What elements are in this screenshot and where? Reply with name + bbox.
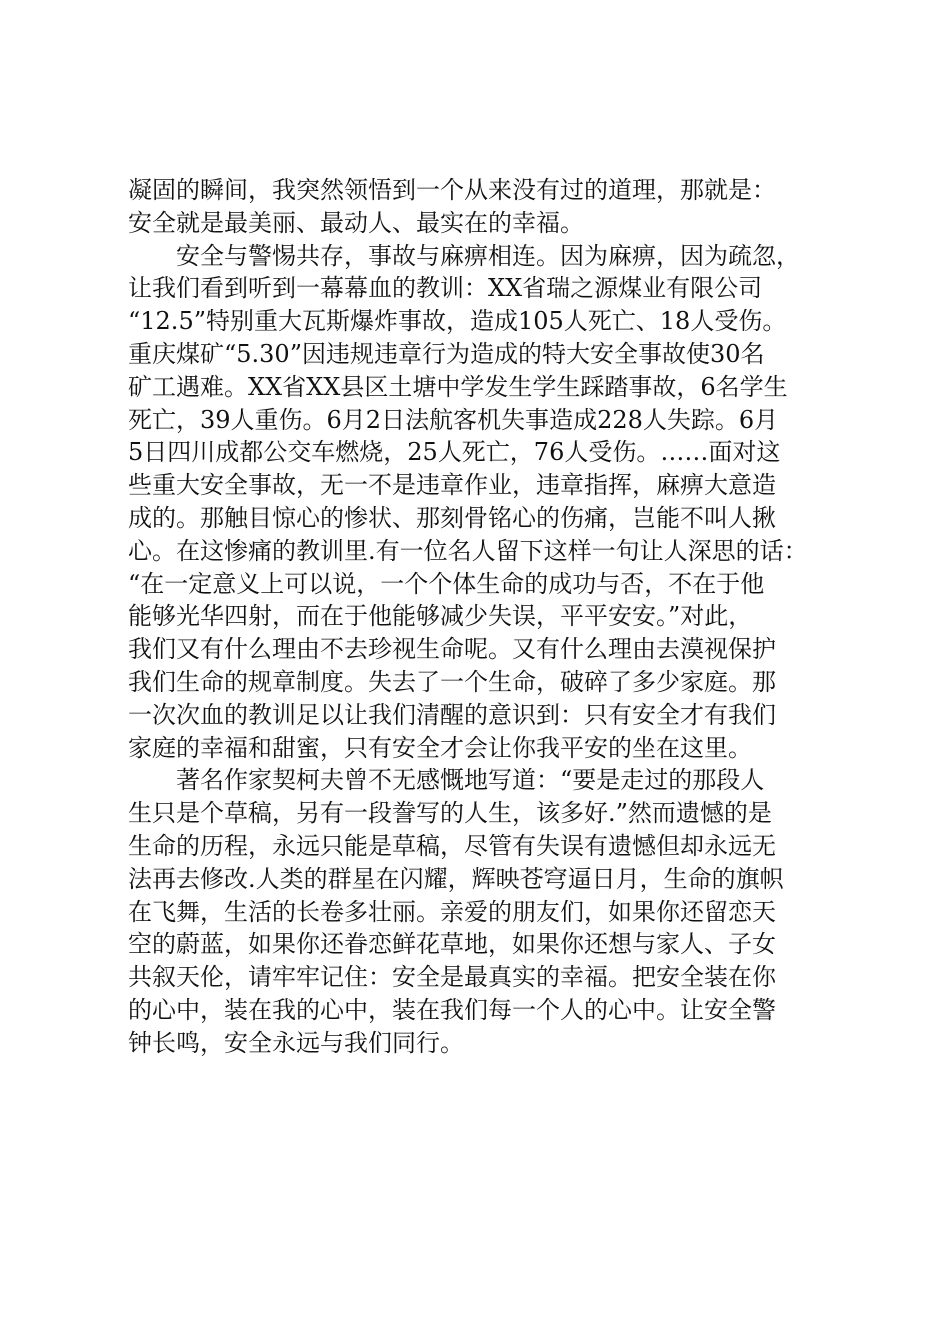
- text-line: 我们生命的规章制度。失去了一个生命，破碎了多少家庭。那: [128, 667, 776, 696]
- text-line: 生命的历程，永远只能是草稿，尽管有失误有遗憾但却永远无: [128, 831, 776, 860]
- text-line: 著名作家契柯夫曾不无感慨地写道：“要是走过的那段人: [176, 766, 765, 795]
- text-line: 重庆煤矿“5.30”因违规违章行为造成的特大安全事故使30名: [128, 339, 765, 368]
- text-line: “12.5”特别重大瓦斯爆炸事故，造成105人死亡、18人受伤。: [128, 307, 787, 336]
- document-body: [128, 174, 848, 1060]
- text-line: 死亡，39人重伤。6月2日法航客机失事造成228人失踪。6月: [128, 405, 779, 434]
- text-line: 心。在这惨痛的教训里.有一位名人留下这样一句让人深思的话：: [128, 536, 808, 565]
- text-line: 钟长鸣，安全永远与我们同行。: [128, 1028, 464, 1057]
- text-line: 我们又有什么理由不去珍视生命呢。又有什么理由去漠视保护: [128, 635, 776, 664]
- text-line: 在飞舞，生活的长卷多壮丽。亲爱的朋友们，如果你还留恋天: [128, 897, 776, 926]
- text-line: 些重大安全事故，无一不是违章作业，违章指挥，麻痹大意造: [128, 471, 776, 500]
- text-line: 生只是个草稿，另有一段誊写的人生，该多好.”然而遗憾的是: [128, 799, 772, 828]
- text-line: 安全就是最美丽、最动人、最实在的幸福。: [128, 208, 584, 237]
- text-line: 空的蔚蓝，如果你还眷恋鲜花草地，如果你还想与家人、子女: [128, 930, 776, 959]
- text-line: 一次次血的教训足以让我们清醒的意识到：只有安全才有我们: [128, 700, 776, 729]
- paragraph: [128, 764, 848, 1059]
- text-line: 矿工遇难。XX省XX县区土塘中学发生学生踩踏事故，6名学生: [128, 372, 788, 401]
- text-line: 让我们看到听到一幕幕血的教训：XX省瑞之源煤业有限公司: [128, 274, 763, 303]
- text-line: 家庭的幸福和甜蜜，只有安全才会让你我平安的坐在这里。: [128, 733, 752, 762]
- text-line: 凝固的瞬间，我突然领悟到一个从来没有过的道理，那就是：: [128, 176, 776, 204]
- text-line: 能够光华四射，而在于他能够减少失误，平平安安。”对此，: [128, 602, 753, 631]
- text-line: 安全与警惕共存，事故与麻痹相连。因为麻痹，因为疏忽，: [176, 241, 800, 270]
- text-line: 5日四川成都公交车燃烧，25人死亡，76人受伤。……面对这: [128, 438, 781, 467]
- text-line: 共叙天伦，请牢牢记住：安全是最真实的幸福。把安全装在你: [128, 963, 776, 992]
- text-line: 的心中，装在我的心中，装在我们每一个人的心中。让安全警: [128, 995, 776, 1024]
- text-line: 法再去修改.人类的群星在闪耀，辉映苍穹逼日月，生命的旗帜: [128, 864, 784, 893]
- text-line: “在一定意义上可以说，一个个体生命的成功与否，不在于他: [128, 569, 765, 598]
- text-line: 成的。那触目惊心的惨状、那刻骨铭心的伤痛，岂能不叫人揪: [128, 503, 776, 532]
- paragraph: [128, 174, 848, 240]
- paragraph: [128, 240, 848, 765]
